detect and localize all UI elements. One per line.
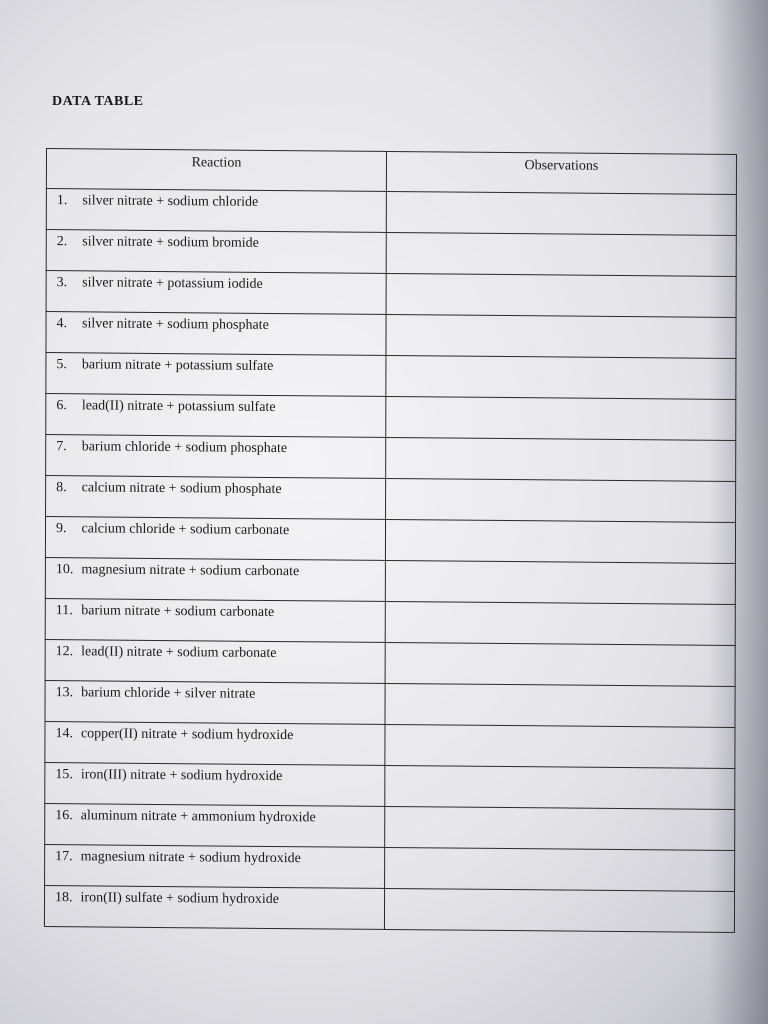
reaction-cell	[45, 639, 385, 683]
reaction-cell	[45, 762, 385, 806]
reaction-cell	[46, 230, 386, 274]
reaction-cell	[45, 598, 385, 642]
observation-cell[interactable]	[386, 437, 736, 481]
row-number: 7.	[56, 439, 67, 455]
row-number: 18.	[55, 890, 73, 906]
reaction-cell	[44, 885, 384, 929]
row-number: 15.	[55, 767, 73, 783]
table-row	[46, 230, 736, 277]
observation-cell[interactable]	[386, 191, 736, 235]
observation-cell[interactable]	[386, 232, 736, 276]
reaction-cell	[46, 271, 386, 315]
table-row	[45, 680, 735, 727]
page-title: DATA TABLE	[52, 94, 144, 109]
data-table	[44, 148, 737, 933]
row-number: 6.	[56, 398, 67, 414]
observation-cell[interactable]	[386, 314, 736, 358]
table-body	[44, 189, 736, 933]
reaction-cell	[45, 721, 385, 765]
reaction-cell	[46, 393, 386, 437]
reaction-text: silver nitrate + sodium phosphate	[82, 316, 269, 333]
table-row	[46, 393, 736, 440]
table-row	[45, 598, 735, 645]
reaction-cell	[46, 353, 386, 397]
reaction-text: iron(II) sulfate + sodium hydroxide	[80, 890, 279, 908]
row-number: 17.	[55, 849, 73, 865]
table-row	[46, 312, 736, 359]
row-number: 5.	[56, 357, 67, 373]
reaction-text: silver nitrate + potassium iodide	[82, 275, 263, 292]
observation-cell[interactable]	[385, 560, 735, 604]
table-header-row	[46, 149, 736, 195]
reaction-text: barium nitrate + sodium carbonate	[81, 603, 275, 620]
reaction-cell	[46, 312, 386, 356]
observation-cell[interactable]	[386, 273, 736, 317]
reaction-text: copper(II) nitrate + sodium hydroxide	[80, 726, 294, 744]
reaction-cell	[46, 475, 386, 519]
observation-cell[interactable]	[385, 601, 735, 645]
row-number: 2.	[56, 234, 68, 250]
observation-cell[interactable]	[385, 847, 735, 891]
table-row	[46, 353, 736, 400]
observation-cell[interactable]	[386, 478, 736, 522]
observation-cell[interactable]	[386, 355, 736, 399]
table-row	[45, 557, 735, 604]
table-row	[46, 189, 736, 236]
reaction-cell	[45, 516, 385, 560]
row-number: 13.	[55, 685, 74, 701]
reaction-text: lead(II) nitrate + potassium sulfate	[81, 398, 276, 416]
data-table-container	[44, 148, 736, 933]
row-number: 16.	[55, 808, 73, 824]
observation-cell[interactable]	[385, 806, 735, 850]
reaction-text: aluminum nitrate + ammonium hydroxide	[80, 808, 316, 826]
observation-cell[interactable]	[385, 519, 735, 563]
row-number: 1.	[56, 193, 68, 209]
row-number: 10.	[55, 562, 74, 578]
table-row	[46, 271, 736, 318]
row-number: 11.	[55, 603, 73, 619]
row-number: 3.	[56, 275, 68, 291]
table-row	[45, 516, 735, 563]
reaction-cell	[45, 557, 385, 601]
observation-cell[interactable]	[384, 888, 734, 932]
reaction-text: iron(III) nitrate + sodium hydroxide	[80, 767, 283, 785]
table-row	[45, 803, 735, 850]
table-row	[46, 475, 736, 522]
table-row	[45, 844, 735, 891]
header-reaction: Reaction	[46, 149, 386, 192]
row-number: 4.	[56, 316, 68, 332]
row-number: 8.	[56, 480, 67, 496]
header-observations: Observations	[386, 151, 736, 194]
observation-cell[interactable]	[385, 642, 735, 686]
reaction-cell	[45, 680, 385, 724]
reaction-text: calcium chloride + sodium carbonate	[81, 521, 290, 539]
row-number: 12.	[55, 644, 74, 660]
table-row	[45, 721, 735, 768]
row-number: 14.	[55, 726, 73, 742]
table-row	[45, 762, 735, 809]
table-row	[45, 639, 735, 686]
reaction-cell	[46, 189, 386, 233]
reaction-text: magnesium nitrate + sodium carbonate	[81, 562, 300, 580]
reaction-cell	[46, 434, 386, 478]
reaction-text: barium chloride + sodium phosphate	[81, 439, 288, 457]
observation-cell[interactable]	[385, 765, 735, 809]
reaction-cell	[45, 803, 385, 847]
reaction-text: magnesium nitrate + sodium hydroxide	[80, 849, 301, 867]
reaction-text: calcium nitrate + sodium phosphate	[81, 480, 282, 498]
reaction-cell	[45, 844, 385, 888]
reaction-text: silver nitrate + sodium chloride	[82, 193, 259, 210]
row-number: 9.	[55, 521, 67, 537]
reaction-text: lead(II) nitrate + sodium carbonate	[81, 644, 277, 662]
table-row	[46, 434, 736, 481]
reaction-text: barium chloride + silver nitrate	[81, 685, 256, 702]
reaction-text: barium nitrate + potassium sulfate	[81, 357, 274, 374]
observation-cell[interactable]	[385, 683, 735, 727]
observation-cell[interactable]	[386, 396, 736, 440]
observation-cell[interactable]	[385, 724, 735, 768]
reaction-text: silver nitrate + sodium bromide	[82, 234, 259, 251]
table-row	[44, 885, 734, 932]
